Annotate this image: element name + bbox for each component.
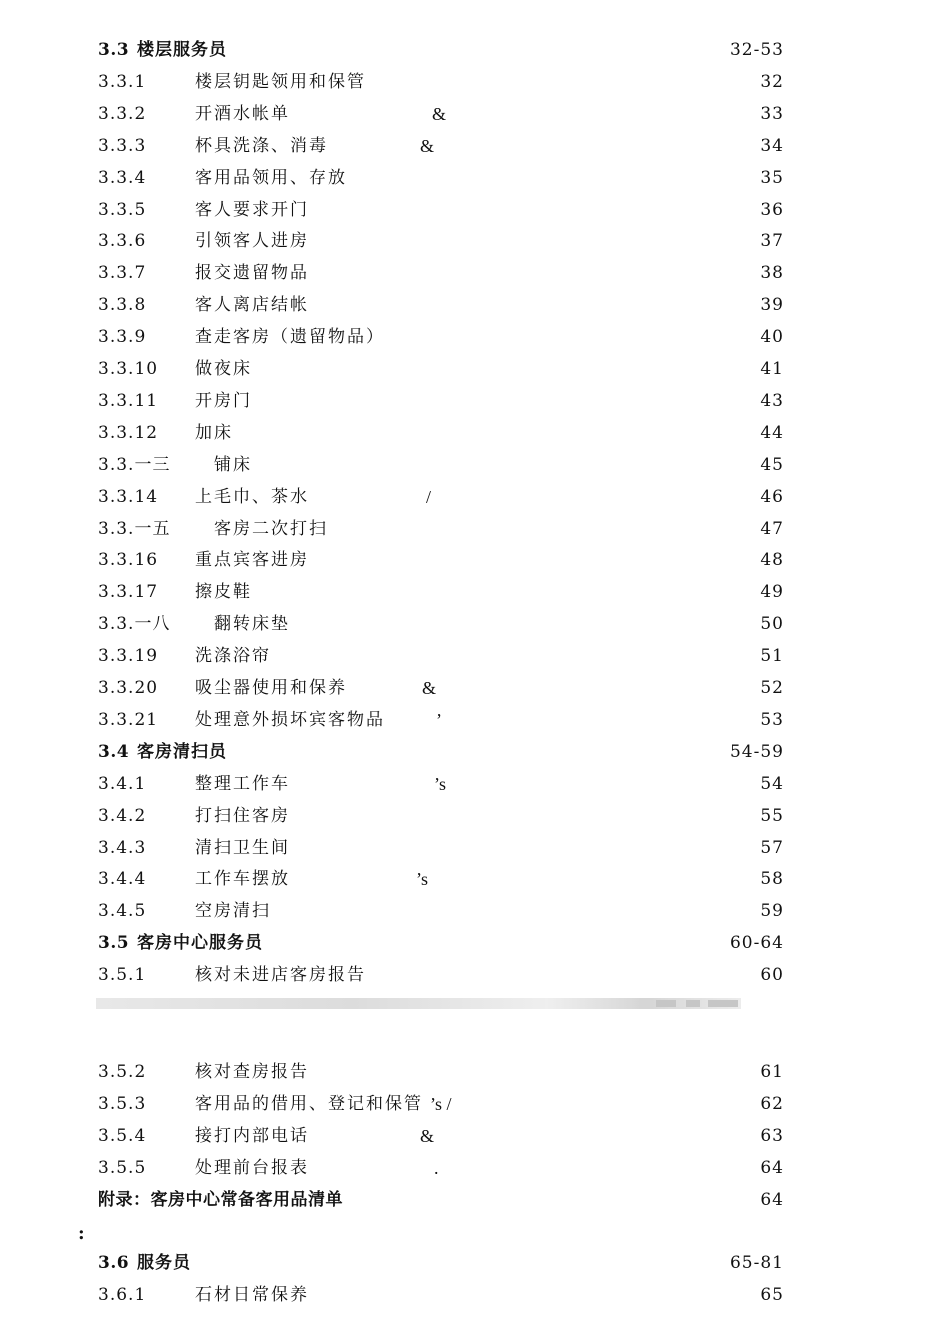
toc-entry [0, 451, 950, 479]
toc-page-number: 65 [760, 1284, 784, 1305]
toc-entry [0, 834, 950, 862]
toc-title: 杯具洗涤、消毒 [195, 135, 328, 156]
toc-title: 服务员 [137, 1253, 191, 1273]
toc-number: 3.3.4 [98, 167, 147, 188]
toc-number: 3.3.7 [98, 263, 147, 284]
toc-entry [0, 1281, 950, 1309]
toc-title: 吸尘器使用和保养 [195, 678, 347, 698]
toc-page-number: 43 [760, 390, 784, 411]
stray-mark: & [422, 678, 437, 698]
toc-number: 3.4 [98, 741, 130, 762]
toc-page-number: 51 [760, 646, 784, 667]
toc-number: 3.3.2 [98, 103, 147, 124]
toc-number: 3.3.11 [98, 390, 159, 411]
toc-number: 3.5.4 [98, 1125, 147, 1146]
toc-title: 洗涤浴帘 [195, 646, 271, 667]
toc-number: 3.3.1 [98, 71, 147, 92]
toc-entry [0, 1090, 950, 1118]
toc-entry [0, 1058, 950, 1086]
toc-page-number: 47 [760, 518, 784, 539]
toc-title: 空房清扫 [195, 901, 271, 922]
toc-page-number: 53 [760, 709, 784, 730]
toc-page-number: 32-53 [729, 40, 784, 60]
toc-page-number: 57 [760, 837, 784, 858]
toc-page-number: 60 [760, 965, 784, 986]
toc-number: 3.6.1 [98, 1284, 147, 1305]
toc-entry [0, 1154, 950, 1182]
toc-number: 3.3.3 [98, 135, 147, 156]
toc-title: 开房门 [195, 390, 252, 411]
toc-title: 客用品的借用、登记和保管 [195, 1093, 423, 1114]
toc-number: 3.3.14 [98, 486, 159, 507]
toc-entry [0, 387, 950, 415]
toc-section-heading [0, 738, 950, 766]
toc-number: 3.3.9 [98, 327, 147, 348]
toc-number: 3.4.1 [98, 773, 147, 794]
toc-page-number: 33 [760, 103, 784, 124]
toc-title: 上毛巾、茶水 [195, 486, 309, 507]
toc-page-number: 38 [760, 263, 784, 284]
stray-mark: & [432, 103, 447, 124]
toc-entry [0, 578, 950, 606]
toc-entry [0, 802, 950, 830]
toc-entry [0, 515, 950, 543]
toc-title: 查走客房（遗留物品） [195, 327, 385, 348]
toc-title: 做夜床 [195, 359, 252, 379]
toc-number: 3.4.4 [98, 869, 147, 890]
stray-mark: ’s [434, 773, 447, 794]
toc-page-number: 49 [760, 582, 784, 603]
toc-number: 3.5.2 [98, 1062, 147, 1082]
toc-title: 客人要求开门 [195, 199, 309, 220]
toc-title: 清扫卫生间 [195, 837, 290, 858]
toc-entry [0, 865, 950, 893]
toc-entry [0, 610, 950, 638]
toc-entry [0, 642, 950, 670]
toc-number: 3.3.一三 [98, 454, 171, 475]
toc-number: 3.5.3 [98, 1093, 147, 1114]
toc-number: 3.3.5 [98, 199, 147, 220]
toc-entry [0, 674, 950, 702]
toc-page-number: 64 [760, 1157, 784, 1178]
toc-entry [0, 68, 950, 96]
toc-page-number: 35 [760, 167, 784, 188]
toc-title: 客房中心服务员 [137, 933, 263, 954]
toc-number: 3.5.1 [98, 965, 147, 986]
toc-page-number: 40 [760, 327, 784, 348]
toc-page-number: 48 [760, 550, 784, 571]
toc-page-number: 44 [760, 422, 784, 443]
stray-mark: & [420, 1125, 435, 1146]
toc-page-number: 52 [760, 678, 784, 698]
toc-page-number: 55 [760, 805, 784, 826]
toc-title: 加床 [195, 422, 233, 443]
toc-number: 3.4.2 [98, 805, 147, 826]
toc-title: 报交遗留物品 [195, 263, 309, 284]
toc-number: 3.6 [98, 1253, 130, 1273]
toc-entry [0, 196, 950, 224]
toc-number: 3.3.一五 [98, 518, 171, 539]
toc-section-heading [0, 1249, 950, 1277]
toc-entry [0, 100, 950, 128]
blurred-page-break [96, 998, 741, 1009]
toc-title: 客房清扫员 [137, 741, 227, 762]
toc-entry [0, 132, 950, 160]
toc-title: 核对未进店客房报告 [195, 965, 366, 986]
toc-page-number: 45 [760, 454, 784, 475]
appendix-title: 附录：客房中心常备客用品清单 [98, 1189, 343, 1210]
toc-title: 接打内部电话 [195, 1125, 309, 1146]
toc-page-number: 64 [760, 1189, 784, 1210]
toc-entry [0, 355, 950, 383]
toc-page-number: 39 [760, 295, 784, 316]
toc-entry [0, 227, 950, 255]
toc-entry [0, 706, 950, 734]
toc-number: 3.3.16 [98, 550, 159, 571]
toc-entry [0, 1122, 950, 1150]
toc-page-number: 59 [760, 901, 784, 922]
toc-page-number: 54 [760, 773, 784, 794]
toc-entry [0, 164, 950, 192]
toc-entry [0, 323, 950, 351]
toc-number: 3.3.21 [98, 709, 159, 730]
toc-page-number: 36 [760, 199, 784, 220]
toc-section-heading [0, 929, 950, 957]
toc-page-number: 37 [760, 231, 784, 252]
toc-entry [0, 291, 950, 319]
toc-title: 核对查房报告 [195, 1062, 309, 1082]
stray-mark: / [426, 486, 432, 507]
toc-title: 客人离店结帐 [195, 295, 309, 316]
toc-page-number: 41 [760, 359, 784, 379]
toc-number: 3.3.20 [98, 678, 159, 698]
toc-title: 工作车摆放 [195, 869, 290, 890]
toc-page-number: 50 [760, 614, 784, 635]
toc-title: 打扫住客房 [195, 805, 290, 826]
toc-title: 开酒水帐单 [195, 103, 290, 124]
toc-section-heading [0, 36, 950, 64]
toc-page-number: 60-64 [729, 933, 784, 954]
toc-title: 楼层钥匙领用和保管 [195, 71, 366, 92]
stray-mark: & [420, 135, 435, 156]
toc-page-number: 54-59 [729, 741, 784, 762]
toc-appendix [0, 1186, 950, 1214]
toc-number: 3.3 [98, 40, 130, 60]
toc-title: 整理工作车 [195, 773, 290, 794]
toc-title: 翻转床垫 [214, 614, 290, 635]
toc-title: 引领客人进房 [195, 231, 309, 252]
toc-entry [0, 483, 950, 511]
toc-number: 3.3.8 [98, 295, 147, 316]
stray-mark: . [434, 1157, 439, 1178]
toc-title: 铺床 [214, 454, 252, 475]
toc-number: 3.3.10 [98, 359, 159, 379]
toc-page-number: 65-81 [729, 1253, 784, 1273]
toc-title: 客用品领用、存放 [195, 167, 347, 188]
toc-title: 石材日常保养 [195, 1284, 309, 1305]
toc-number: 3.5.5 [98, 1157, 147, 1178]
toc-number: 3.4.3 [98, 837, 147, 858]
toc-title: 楼层服务员 [137, 40, 227, 60]
toc-title: 重点宾客进房 [195, 550, 309, 571]
toc-number: 3.5 [98, 933, 130, 954]
stray-mark: ’s [416, 869, 429, 890]
stray-mark: ’ [436, 709, 442, 730]
stray-colon: : [78, 1223, 85, 1244]
toc-number: 3.3.一八 [98, 614, 171, 635]
toc-number: 3.3.17 [98, 582, 159, 603]
toc-entry [0, 961, 950, 989]
toc-page-number: 34 [760, 135, 784, 156]
toc-page-number: 62 [760, 1093, 784, 1114]
toc-entry [0, 259, 950, 287]
toc-entry [0, 419, 950, 447]
toc-title: 擦皮鞋 [195, 582, 252, 603]
toc-title: 客房二次打扫 [214, 518, 328, 539]
toc-page-number: 63 [760, 1125, 784, 1146]
toc-page-number: 46 [760, 486, 784, 507]
toc-title: 处理意外损坏宾客物品 [195, 709, 385, 730]
toc-page-number: 32 [760, 71, 784, 92]
toc-number: 3.3.19 [98, 646, 159, 667]
stray-mark: ’s / [430, 1093, 452, 1114]
toc-entry [0, 546, 950, 574]
toc-entry [0, 770, 950, 798]
toc-entry [0, 897, 950, 925]
toc-number: 3.3.6 [98, 231, 147, 252]
toc-number: 3.3.12 [98, 422, 159, 443]
toc-page-number: 58 [760, 869, 784, 890]
toc-number: 3.4.5 [98, 901, 147, 922]
toc-title: 处理前台报表 [195, 1157, 309, 1178]
toc-page-number: 61 [760, 1062, 784, 1082]
